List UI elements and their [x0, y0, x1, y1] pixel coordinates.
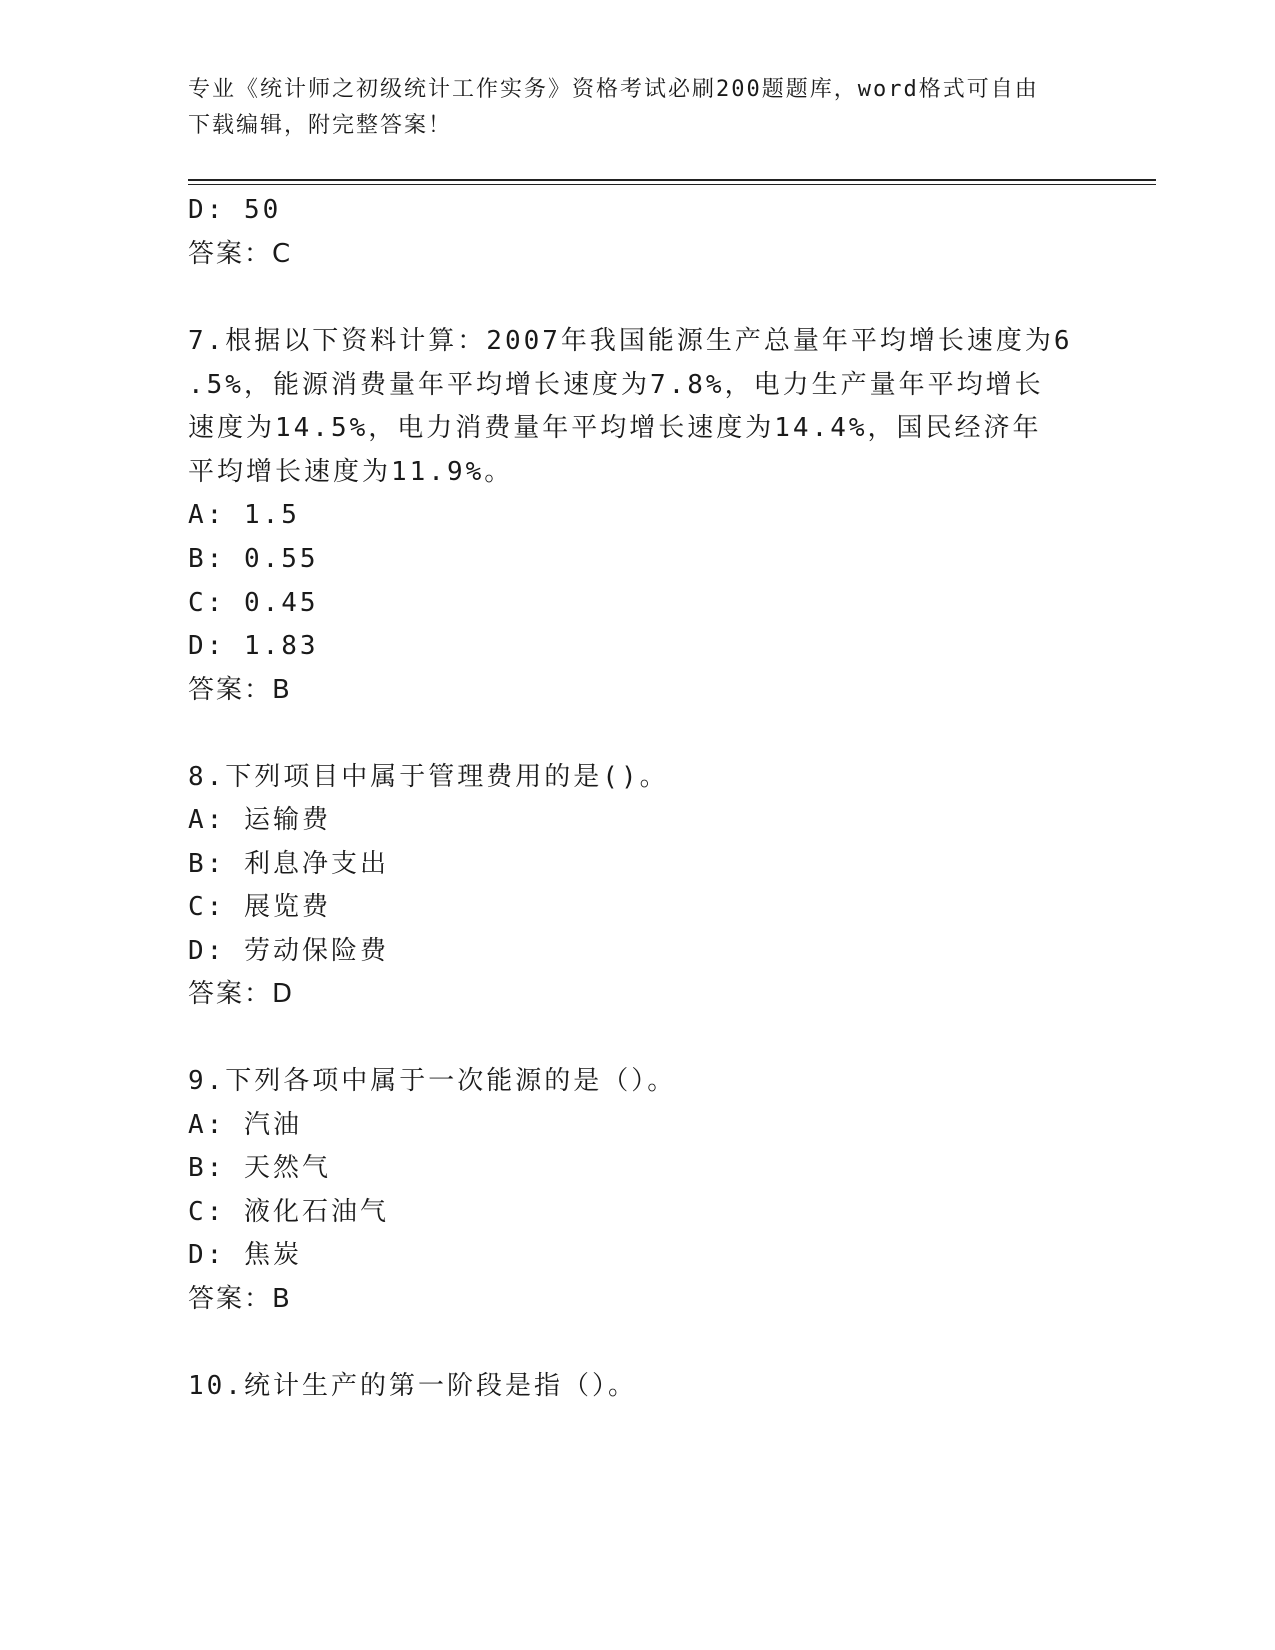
q9-option-c: C: 液化石油气 [188, 1197, 389, 1227]
header-divider-thick [188, 179, 1156, 181]
header-line-1: 专业《统计师之初级统计工作实务》资格考试必刷200题题库，word格式可自由 [188, 77, 1039, 102]
header-line-2: 下载编辑，附完整答案！ [188, 113, 453, 138]
q10-stem: 10.统计生产的第一阶段是指（）。 [188, 1371, 637, 1401]
prev-answer: 答案：C [188, 239, 293, 269]
q7-stem-line-4: 平均增长速度为11.9%。 [188, 457, 514, 487]
q8-option-c: C: 展览费 [188, 892, 331, 922]
q7-stem-line-2: .5%，能源消费量年平均增长速度为7.8%，电力生产量年平均增长 [188, 370, 1044, 400]
q7-answer: 答案：B [188, 675, 292, 705]
header-divider-thin [188, 184, 1156, 185]
q7-option-b: B: 0.55 [188, 544, 319, 574]
q7-option-a: A: 1.5 [188, 500, 300, 530]
q9-option-d: D: 焦炭 [188, 1240, 302, 1270]
q7-option-c: C: 0.45 [188, 588, 319, 618]
q9-option-b: B: 天然气 [188, 1153, 331, 1183]
prev-option-d: D: 50 [188, 195, 282, 225]
q8-option-b: B: 利息净支出 [188, 849, 389, 879]
q9-option-a: A: 汽油 [188, 1110, 302, 1140]
q7-stem-line-1: 7.根据以下资料计算：2007年我国能源生产总量年平均增长速度为6 [188, 326, 1073, 356]
q9-stem: 9.下列各项中属于一次能源的是（）。 [188, 1066, 677, 1096]
q7-option-d: D: 1.83 [188, 631, 319, 661]
q8-option-a: A: 运输费 [188, 805, 331, 835]
q8-answer: 答案：D [188, 979, 295, 1009]
q9-answer: 答案：B [188, 1284, 292, 1314]
q8-option-d: D: 劳动保险费 [188, 936, 389, 966]
page-header [188, 72, 1088, 144]
q8-stem: 8.下列项目中属于管理费用的是()。 [188, 762, 669, 792]
q7-stem-line-3: 速度为14.5%，电力消费量年平均增长速度为14.4%，国民经济年 [188, 413, 1042, 443]
